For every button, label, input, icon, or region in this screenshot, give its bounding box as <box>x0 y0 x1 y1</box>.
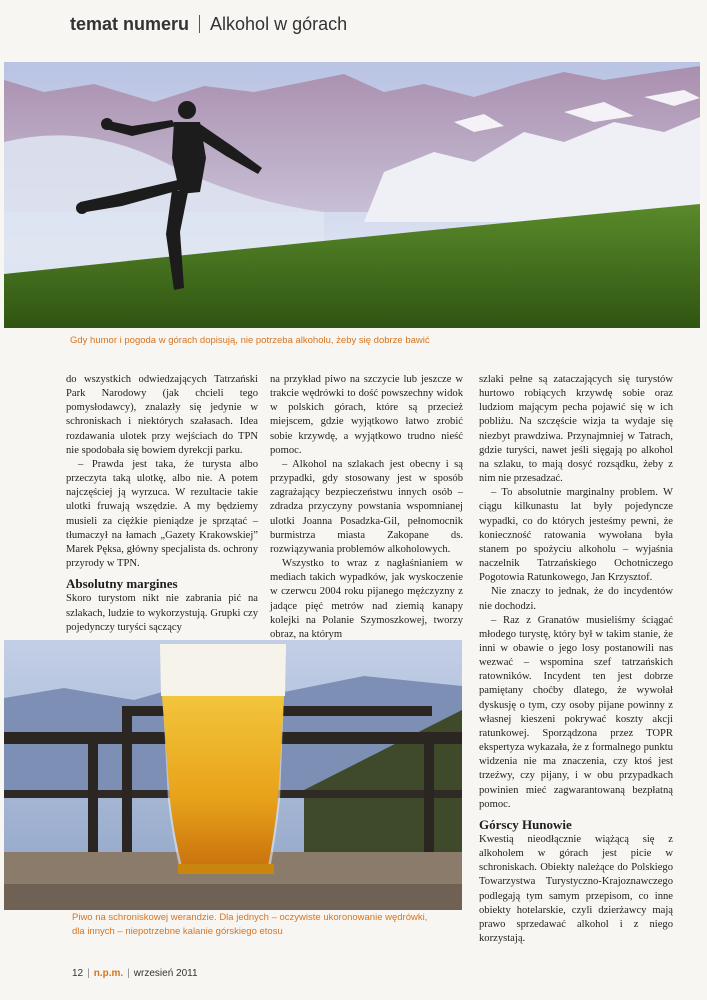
paragraph: na przykład piwo na szczycie lub jeszcze w trakcie wędrówki to dość powszechny widok w polskich górach, które są przecież miejscem, gdzie wyjątkowo łatwo zrobić sobie krzywdę, a wyjątkowo trudno nieść pomoc. <box>270 374 463 456</box>
paragraph: szlaki pełne są zataczających się turystów hurtowo robiących krzywdę sobie oraz ludziom mającym pecha pojawić się w ich pobliżu. Na szczęście wizja ta wydaje się niezbyt prawdziwa. Przynajmniej w Tatrach, gdzie turyści, nawet jeśli sięgają po alkohol na szlaku, to mają dosyć rozsądku, żeby z nim nie przesadzać. <box>479 374 673 485</box>
beer <box>162 696 284 866</box>
subheading: Górscy Hunowie <box>479 816 572 832</box>
paragraph: Skoro turystom nikt nie zabrania pić na szlakach, ludzie to wykorzystują. Grupki czy pojedynczy turyści sączący <box>66 593 258 633</box>
issue-date: wrzesień 2011 <box>133 968 198 979</box>
paragraph: Kwestią nieodłącznie wiążącą się z alkoholem w górach jest picie w schroniskach. Obiekty należące do Polskiego Towarzystwa Turystyczno-Krajoznawczego podlegają tym samym przepisom, co inne obiekty hotelarskie, czyli dzierżawcy mają prawo sprzedawać alkohol i z niego korzystają. <box>479 834 673 945</box>
beer-caption <box>72 911 472 939</box>
column-1 <box>66 373 258 635</box>
section-header <box>70 14 347 35</box>
column-2 <box>270 373 463 642</box>
hero-caption: Gdy humor i pogoda w górach dopisują, nie potrzeba alkoholu, żeby się dobrze bawić <box>70 335 430 346</box>
header-divider <box>199 15 200 33</box>
paragraph: – Prawda jest taka, że turysta albo przeczyta taką ulotkę, albo nie. A potem najczęściej ją wyrzuca. W rezultacie takie ulotki fruwają wszędzie. A my będziemy musieli za ciężkie pieniądze je sprzątać – tłumaczył na łamach „Gazety Krakowskiej” Marek Pęksa, główny specjalista ds. ochrony przyrody w TPN. <box>66 458 258 570</box>
post <box>424 732 434 862</box>
subheading: Absolutny margines <box>66 576 178 592</box>
post <box>88 732 98 862</box>
column-3 <box>479 373 673 946</box>
beer-photo <box>4 640 462 910</box>
paragraph: Nie znaczy to jednak, że do incydentów nie dochodzi. <box>479 586 673 612</box>
page-footer: 12 | n.p.m. | wrzesień 2011 <box>72 968 198 979</box>
caption-line: dla innych – niepotrzebne kalanie górskiego etosu <box>72 926 283 937</box>
post <box>122 710 132 860</box>
section-title: Alkohol w górach <box>210 14 348 34</box>
paragraph: do wszystkich odwiedzających Tatrzański Park Narodowy (jak chcieli tego pomysłodawcy), znalazły się jedynie w schroniskach i niektórych szałasach. Idea rozdawania ulotek przy wejściach do TPN nie spodobała się bowiem dyrekcji parku. <box>66 374 258 456</box>
paragraph: – To absolutnie marginalny problem. W ciągu kilkunastu lat były pojedyncze wypadki, co do których jesteśmy pewni, że konieczność ratowania wywołana była stanem po spożyciu alkoholu – wyjaśnia naczelnik Tatrzańskiego Ochotniczego Pogotowia Ratunkowego, Jan Krzysztof. <box>479 487 673 584</box>
foam <box>160 644 286 696</box>
table-edge <box>4 884 462 910</box>
glass-base <box>178 864 274 874</box>
paragraph: – Alkohol na szlakach jest obecny i są przypadki, gdy stosowany jest w sposób zagrażający bezpieczeństwu innych osób – zdradza przyczyny powstania wspomnianej ulotki Joanna Posadzka-Gil, pełnomocnik burmistrza miasta Zakopane ds. rozwiązywania problemów alkoholowych. <box>270 458 463 555</box>
paragraph: Wszystko to wraz z nagłaśnianiem w mediach takich wypadków, jak wyskoczenie w czerwcu 2004 roku pijanego mężczyzny z jadące pięć metrów nad ziemią kanapy kolejki na Polanie Szymoszkowej, tworzy obraz, na którym <box>270 558 463 640</box>
page-number: 12 <box>72 968 84 979</box>
hero-photo <box>4 62 700 328</box>
kicker: temat numeru <box>70 14 190 34</box>
caption-line: Piwo na schroniskowej werandzie. Dla jednych – oczywiste ukoronowanie wędrówki, <box>72 912 428 923</box>
paragraph: – Raz z Granatów musieliśmy ściągać młodego turystę, który był w takim stanie, że inni w obawie o jego losy postanowili nas wezwać – wspomina szef tatrzańskich ratowników. Incydent ten jest dobrze pamiętany choćby dlatego, że wywołał dyskusję o tym, czy osoby pijane powinny z własnej kieszeni pokrywać koszty akcji ratunkowej. Sporządzona przez TOPR ekspertyza wykazała, że z formalnego punktu widzenia nie ma znaczenia, czy ktoś jest trzeźwy, czy pijany, i w obu przypadkach powinien mieć zagwarantowaną bezpłatną pomoc. <box>479 614 673 810</box>
magazine-name: n.p.m. <box>93 968 124 979</box>
